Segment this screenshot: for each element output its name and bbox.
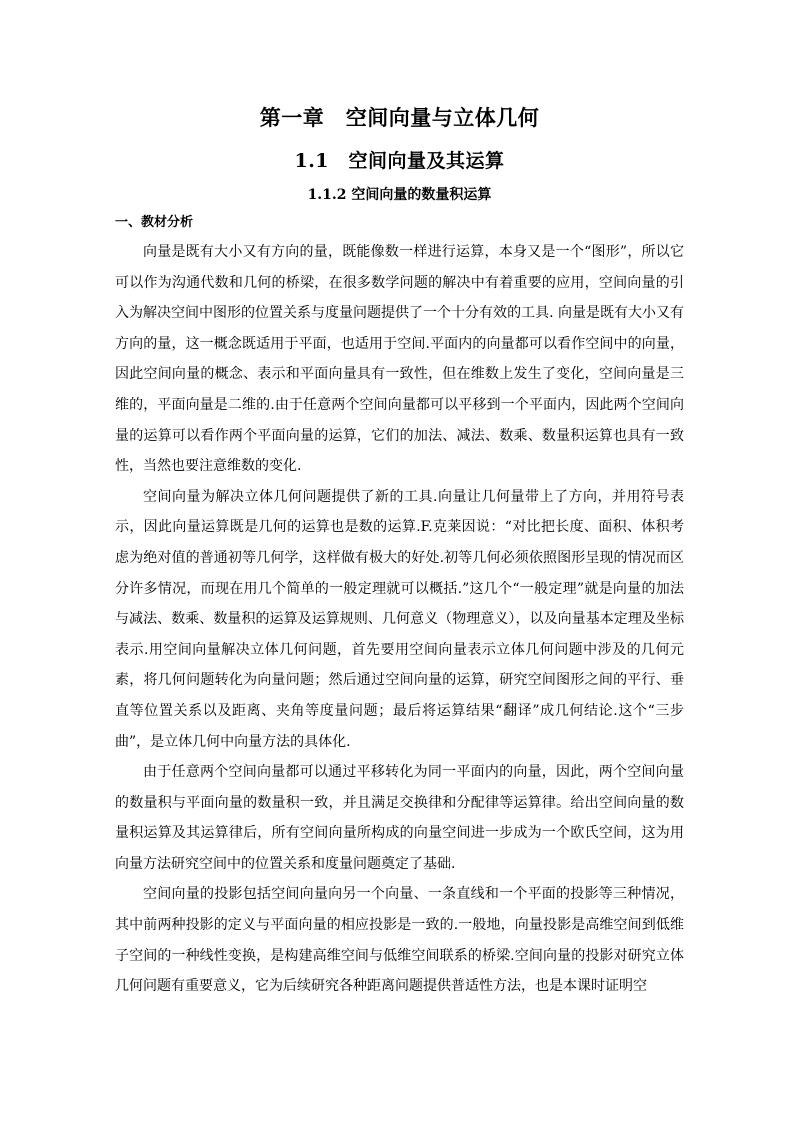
chapter-title: 第一章 空间向量与立体几何 xyxy=(259,105,540,130)
body-text xyxy=(115,237,684,1002)
section-heading-textbook-analysis: 一、教材分析 xyxy=(115,215,194,230)
subsection-title: 1.1.2 空间向量的数量积运算 xyxy=(307,187,492,203)
paragraph-1: 向量是既有大小又有方向的量，既能像数一样进行运算，本身又是一个“图形”，所以它可以作为沟通代数和几何的桥梁，在很多数学问题的解决中有着重要的应用，空间向量的引入为解决空间中图形的位置关系与度量问题提供了一个十分有效的工具. 向量是既有大小又有方向的量，这一概念既适用于平面，也适用于空间.平面内的向量都可以看作空间中的向量，因此空间向量的概念、表示和平面向量具有一致性，但在维数上发生了变化，空间向量是三维的，平面向量是二维的.由于任意两个空间向量都可以平移到一个平面内，因此两个空间向量的运算可以看作两个平面向量的运算，它们的加法、减法、数乘、数量积运算也具有一致性，当然也要注意维数的变化. xyxy=(115,244,684,475)
section-title: 1.1 空间向量及其运算 xyxy=(294,150,505,172)
paragraph-2: 空间向量为解决立体几何问题提供了新的工具.向量让几何量带上了方向，并用符号表示，因此向量运算既是几何的运算也是数的运算.F.克莱因说：“对比把长度、面积、体积考虑为绝对值的普通初等几何学，这样做有极大的好处.初等几何必须依照图形呈现的情况而区分许多情况，而现在用几个简单的一般定理就可以概括.”这几个“一般定理”就是向量的加法与减法、数乘、数量积的运算及运算规则、几何意义（物理意义），以及向量基本定理及坐标表示.用空间向量解决立体几何问题，首先要用空间向量表示立体几何问题中涉及的几何元素，将几何问题转化为向量问题；然后通过空间向量的运算，研究空间图形之间的平行、垂直等位置关系以及距离、夹角等度量问题；最后将运算结果“翻译”成几何结论.这个“三步曲”，是立体几何中向量方法的具体化. xyxy=(115,488,684,750)
paragraph-3: 由于任意两个空间向量都可以通过平移转化为同一平面内的向量，因此，两个空间向量的数量积与平面向量的数量积一致，并且满足交换律和分配律等运算律。给出空间向量的数量积运算及其运算律后，所有空间向量所构成的向量空间进一步成为一个欧氏空间，这为用向量方法研究空间中的位置关系和度量问题奠定了基础. xyxy=(115,764,684,872)
paragraph-4: 空间向量的投影包括空间向量向另一个向量、一条直线和一个平面的投影等三种情况，其中前两种投影的定义与平面向量的相应投影是一致的.一般地，向量投影是高维空间到低维子空间的一种线性变换，是构建高维空间与低维空间联系的桥梁.空间向量的投影对研究立体几何问题有重要意义，它为后续研究各种距离问题提供普适性方法，也是本课时证明空 xyxy=(115,886,684,995)
